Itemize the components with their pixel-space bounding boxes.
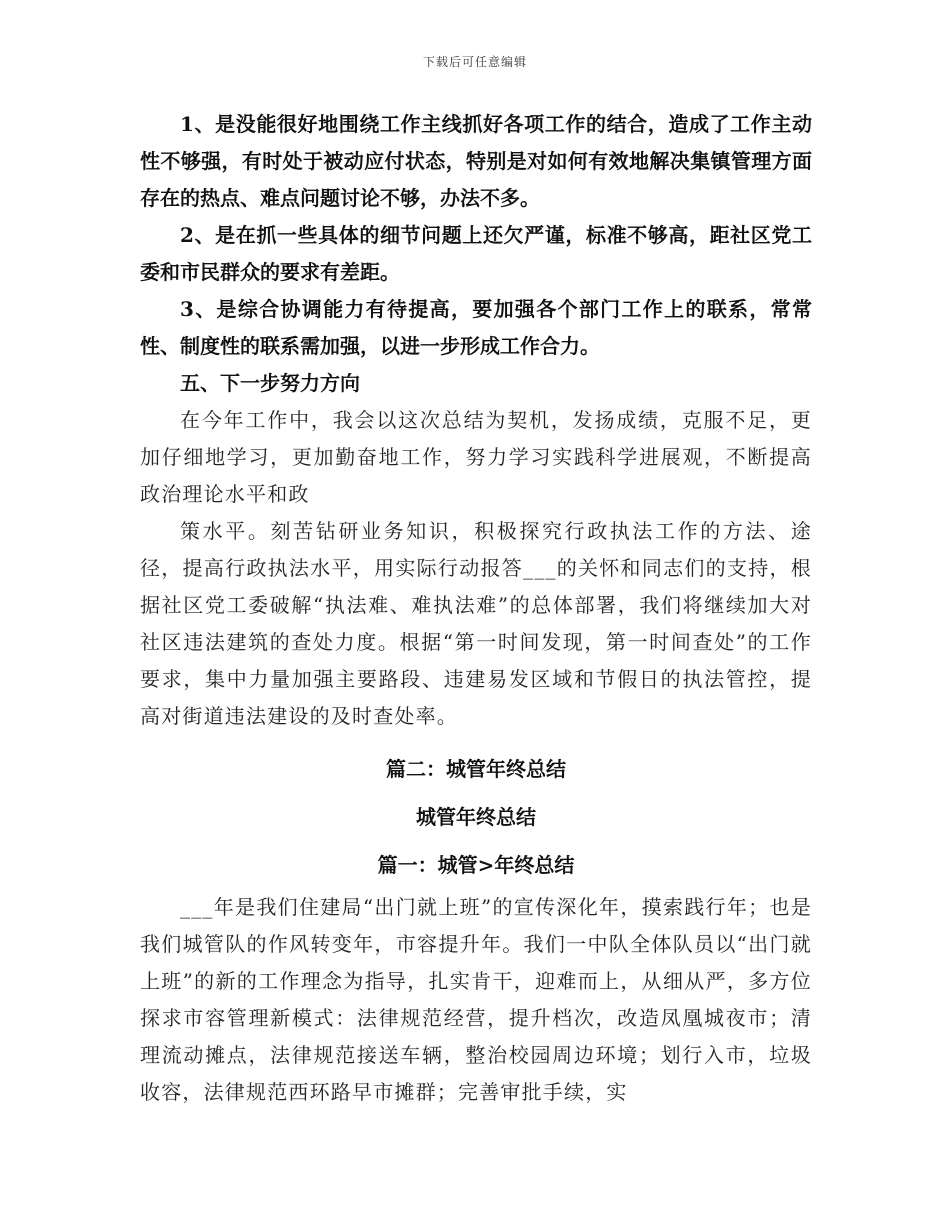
section-title: 篇一：城管>年终总结 (377, 853, 575, 877)
page-header-note: 下载后可任意编辑 (422, 55, 527, 69)
paragraph-next-steps-2: 策水平。刻苦钻研业务知识，积极探究行政执法工作的方法、途径，提高行政执法水平，用实际行动报答___的关怀和同志们的支持，根据社区党工委破解“执法难、难执法难”的总体部署，我们将继续加大对社区违法建筑的查处力度。根据“第一时间发现，第一时间查处”的工作要求，集中力量加强主要路段、违建易发区域和节假日的执法管控，提高对街道违法建设的及时查处率。 (140, 519, 812, 728)
paragraph-problem-3: 3、是综合协调能力有待提高，要加强各个部门工作上的联系，常常性、制度性的联系需加强，以进一步形成工作合力。 (140, 297, 812, 358)
paragraph-problem-2: 2、是在抓一些具体的细节问题上还欠严谨，标准不够高，距社区党工委和市民群众的要求有差距。 (140, 223, 812, 284)
chapter-title: 篇二：城管年终总结 (386, 757, 566, 781)
paragraph-problem-1: 1、是没能很好地围绕工作主线抓好各项工作的结合，造成了工作主动性不够强，有时处于被动应付状态，特别是对如何有效地解决集镇管理方面存在的热点、难点问题讨论不够，办法不多。 (140, 112, 812, 210)
section-heading-next-steps: 五、下一步努力方向 (180, 371, 360, 395)
paragraph-next-steps-1: 在今年工作中，我会以这次总结为契机，发扬成绩，克服不足，更加仔细地学习，更加勤奋地工作，努力学习实践科学进展观，不断提高政治理论水平和政 (140, 408, 812, 506)
paragraph-annual-summary: ___年是我们住建局“出门就上班”的宣传深化年，摸索践行年；也是我们城管队的作风转变年，市容提升年。我们一中队全体队员以“出门就上班”的新的工作理念为指导，扎实肯干，迎难而上，从细从严，多方位探求市容管理新模式：法律规范经营，提升档次，改造凤凰城夜市；清理流动摊点，法律规范接送车辆，整治校园周边环境；划行入市，垃圾收容，法律规范西环路早市摊群；完善审批手续，实 (140, 895, 812, 1104)
document-title: 城管年终总结 (416, 805, 536, 829)
document-body (140, 106, 812, 1111)
